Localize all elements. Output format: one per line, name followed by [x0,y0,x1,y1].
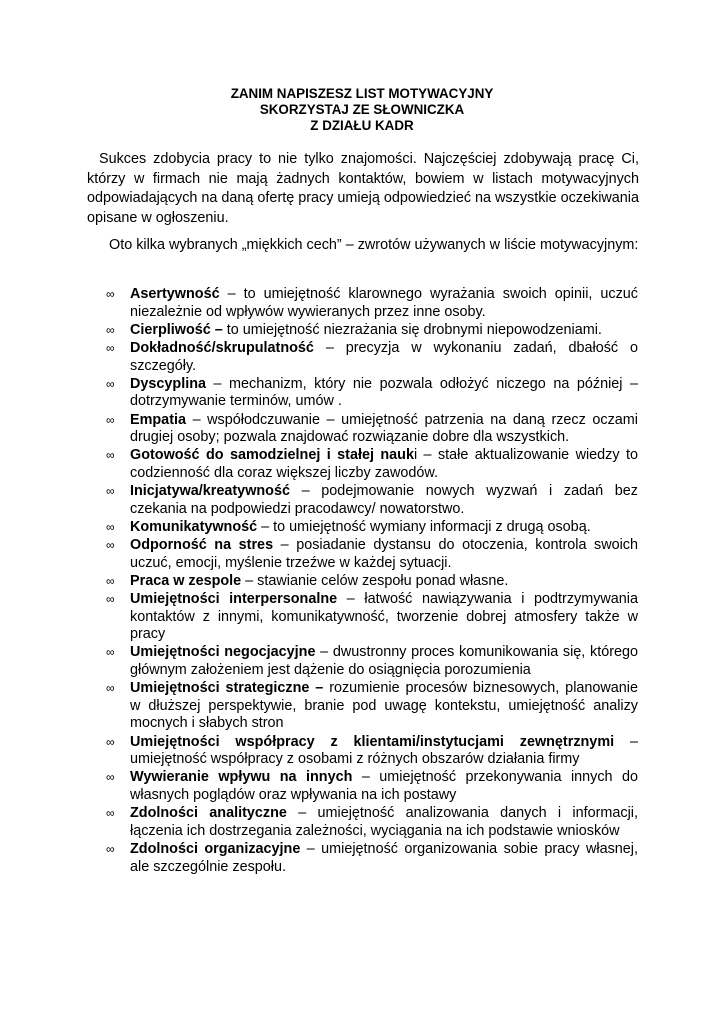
glossary-description: i – stałe aktualizowanie wiedzy to codzienność dla coraz większej liczby zawodów. [130,447,638,481]
title-line-2: SKORZYSTAJ ZE SŁOWNICZKA [259,102,465,117]
glossary-description: – mechanizm, który nie pozwala odłożyć niczego na później – dotrzymywanie terminów, umów . [130,375,638,410]
glossary-term: Inicjatywa/kreatywność [130,483,290,500]
glossary-item [0,644,638,679]
glossary-description: to umiejętność niezrażania się drobnymi niepowodzeniami. [222,321,602,338]
glossary-description: – umiejętność organizowania sobie pracy własnej, ale szczególnie zespołu. [130,840,638,875]
glossary-term: Empatia [130,411,186,428]
glossary-term: Gotowość do samodzielnej i stałej nauk [130,447,414,464]
glossary-description: – stawianie celów zespołu ponad własne. [241,572,509,589]
glossary-description: – to umiejętność klarownego wyrażania swoich opinii, uczuć niezależnie od wpływów wywieranych przez inne osoby. [130,286,638,320]
glossary-term: Asertywność [130,286,220,302]
glossary-item [0,483,638,518]
infinity-bullet-icon: ∞ [106,538,115,553]
glossary-item [0,412,638,447]
infinity-bullet-icon: ∞ [106,484,115,499]
glossary-item [0,322,638,340]
glossary-description: – podejmowanie nowych wyzwań i zadań bez czekania na podpowiedzi pracodawcy/ nowatorstwo. [130,483,638,517]
glossary-description: rozumienie procesów biznesowych, planowanie w dłuższej perspektywie, branie pod uwagę kontekstu, umiejętność analizy mocnych i słabych stron [130,680,638,732]
glossary-term: Umiejętności współpracy z klientami/instytucjami zewnętrznymi [130,733,615,750]
glossary-term: Umiejętności interpersonalne [130,591,338,608]
glossary-term: Dyscyplina [130,375,206,392]
glossary-term: Zdolności organizacyjne [130,840,301,857]
glossary-item [0,805,638,840]
glossary-description: – posiadanie dystansu do otoczenia, kontrola swoich uczuć, emocji, myślenie trzeźwe w każdej sytuacji. [130,537,638,571]
infinity-bullet-icon: ∞ [106,806,115,821]
glossary-item [0,376,638,411]
intro-paragraph-2: Oto kilka wybranych „miękkich cech” – zwrotów używanych w liście motywacyjnym: [109,237,639,253]
document-title [0,86,724,134]
glossary-item [0,286,638,321]
infinity-bullet-icon: ∞ [106,681,115,696]
glossary-term: Odporność na stres [130,537,274,554]
glossary-description: – umiejętność współpracy z osobami z różnych obszarów działania firmy [130,733,638,768]
glossary-item [0,340,638,375]
glossary-term: Praca w zespole [130,572,242,589]
infinity-bullet-icon: ∞ [106,448,115,463]
glossary-description: – umiejętność analizowania danych i informacji, łączenia ich dostrzegania zależności, wyciągania na ich podstawie wniosków [130,805,638,839]
infinity-bullet-icon: ∞ [106,734,115,749]
glossary-description: – łatwość nawiązywania i podtrzymywania kontaktów z innymi, komunikatywność, tworzenie dobrej atmosfery także w pracy [130,591,638,643]
glossary-item [0,769,638,804]
glossary-term: Wywieranie wpływu na innych [130,769,353,786]
glossary-term: Cierpliwość – [130,321,223,338]
infinity-bullet-icon: ∞ [106,841,115,856]
infinity-bullet-icon: ∞ [106,322,115,337]
infinity-bullet-icon: ∞ [106,340,115,355]
intro-paragraph: Sukces zdobycia pracy to nie tylko znajomości. Najczęściej zdobywają pracę Ci, którzy w firmach nie mają żadnych kontaktów, bowiem w listach motywacyjnych odpowiadających na daną ofertę pracy umieją odpowiedzieć na wszystkie oczekiwania opisane w ogłoszeniu. [87,151,639,226]
glossary-item [0,841,638,876]
infinity-bullet-icon: ∞ [106,376,115,391]
infinity-bullet-icon: ∞ [106,645,115,660]
glossary-item [0,537,638,572]
glossary-term: Umiejętności negocjacyjne [130,644,316,661]
infinity-bullet-icon: ∞ [106,287,115,301]
glossary-item [0,680,638,733]
title-line-3: Z DZIAŁU KADR [310,118,414,133]
glossary-description: – to umiejętność wymiany informacji z drugą osobą. [257,518,591,535]
glossary-term: Dokładność/skrupulatność [130,339,314,356]
glossary-item [0,573,638,591]
glossary-description: – umiejętność przekonywania innych do własnych poglądów oraz wpływania na ich postawy [130,769,638,803]
glossary-description: – dwustronny proces komunikowania się, którego głównym założeniem jest dążenie do osiągnięcia porozumienia [130,644,639,678]
infinity-bullet-icon: ∞ [106,592,115,607]
infinity-bullet-icon: ∞ [106,770,115,785]
glossary-description: – współodczuwanie – umiejętność patrzenia na daną rzecz oczami drugiej osoby; pozwala znajdować rozwiązanie dobre dla wszystkich. [130,411,638,446]
title-line-1: ZANIM NAPISZESZ LIST MOTYWACYJNY [230,86,494,101]
glossary-item [0,734,638,769]
glossary-list [0,286,638,877]
glossary-term: Umiejętności strategiczne – [130,680,324,697]
glossary-item [0,591,638,644]
infinity-bullet-icon: ∞ [106,573,115,588]
infinity-bullet-icon: ∞ [106,519,115,534]
glossary-term: Zdolności analityczne [130,805,287,822]
glossary-term: Komunikatywność [130,518,258,535]
glossary-description: – precyzja w wykonaniu zadań, dbałość o szczegóły. [130,339,638,374]
infinity-bullet-icon: ∞ [106,412,115,427]
glossary-item [0,447,638,482]
glossary-item [0,519,638,537]
